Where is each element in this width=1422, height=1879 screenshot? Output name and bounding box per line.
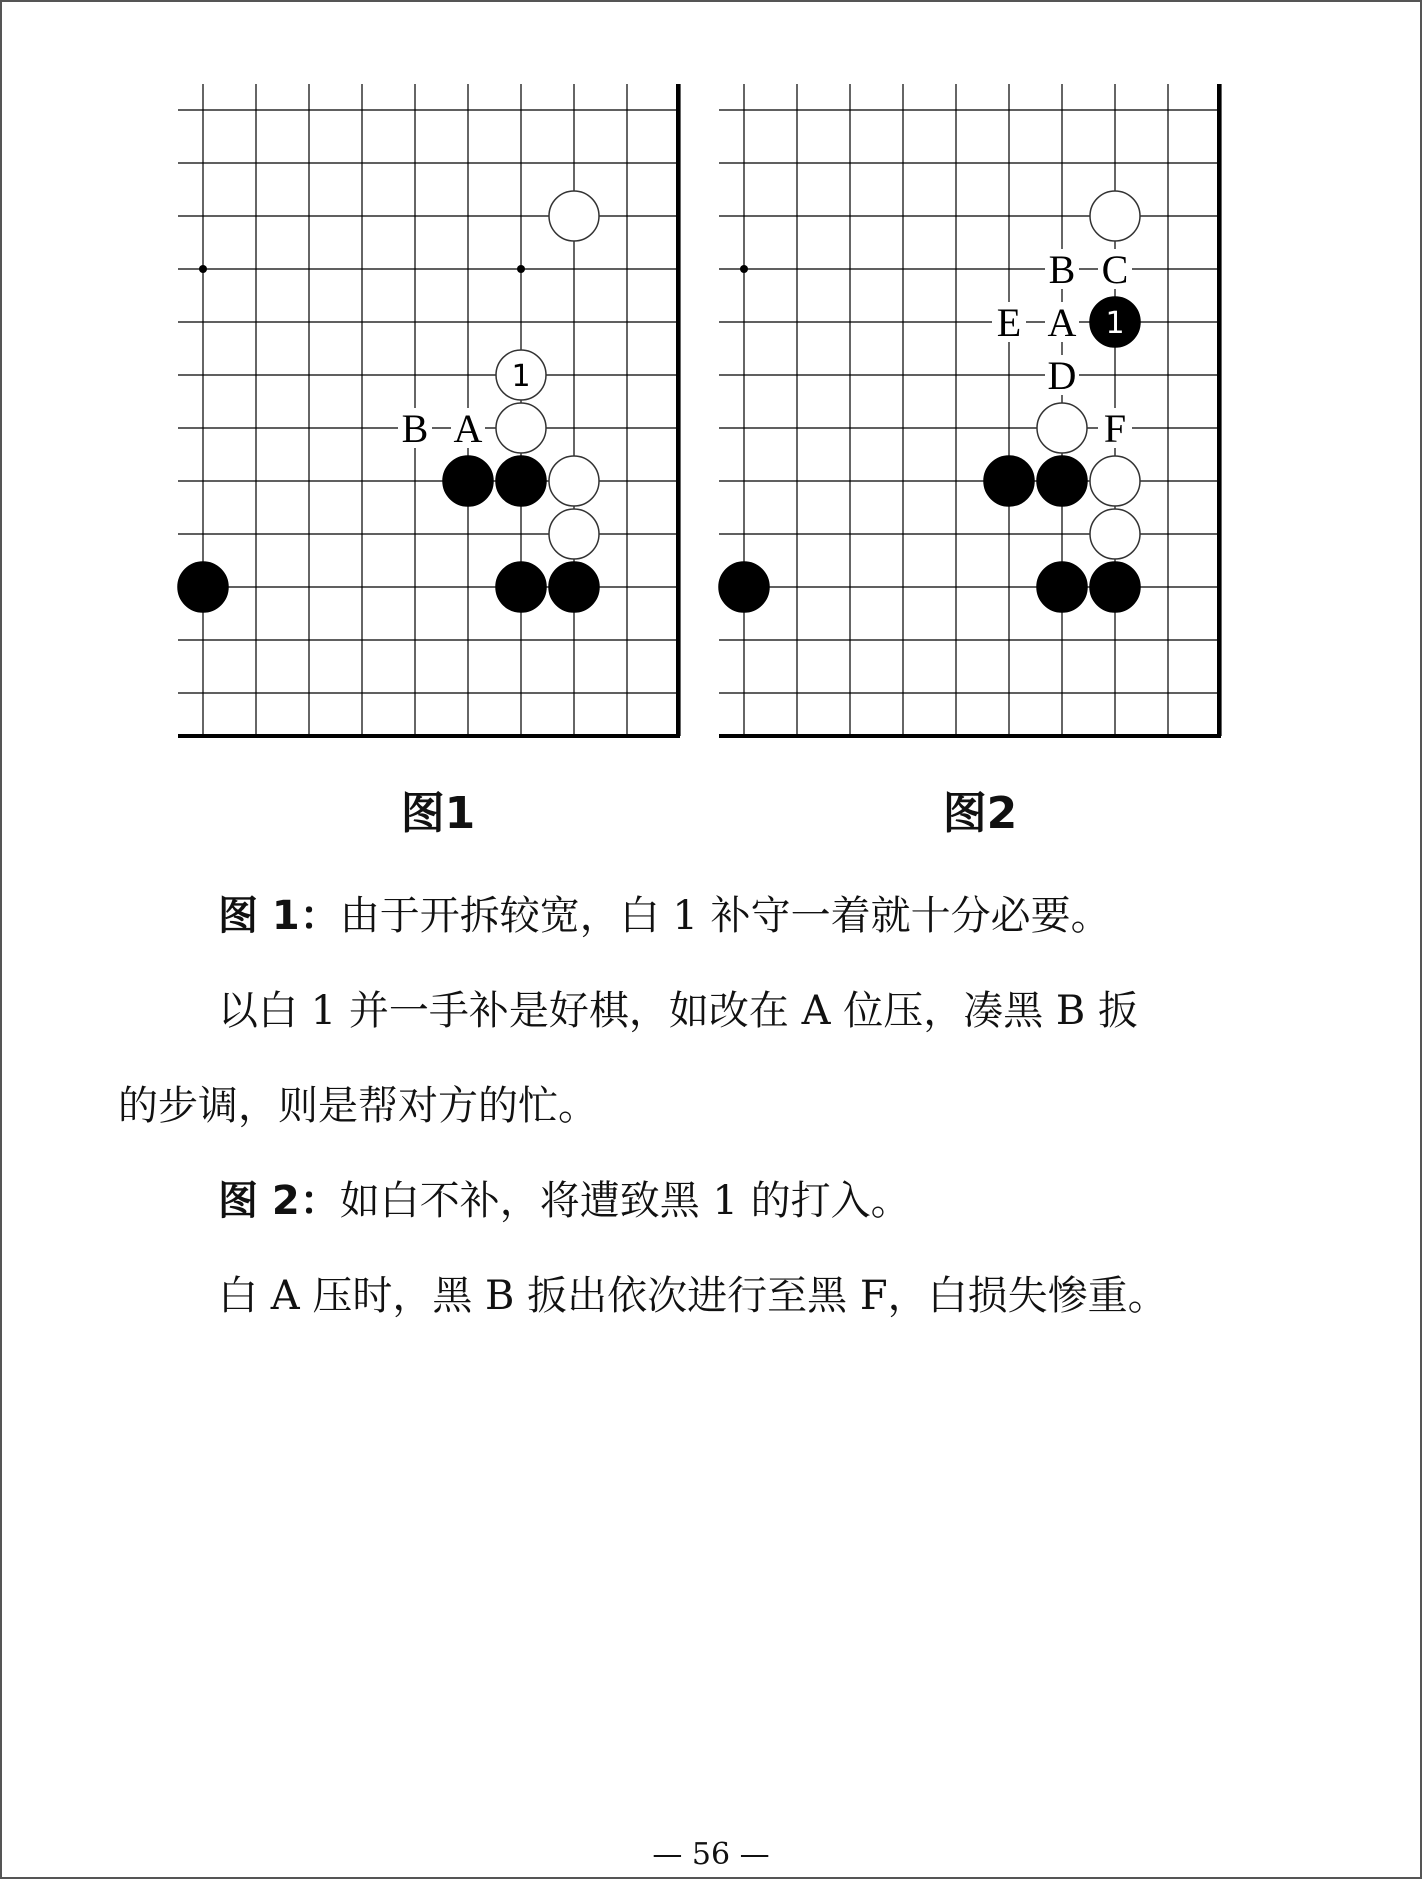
- point-label: D: [1047, 353, 1077, 398]
- white-stone: [549, 509, 599, 559]
- point-label: A: [1047, 300, 1077, 345]
- point-label: F: [1103, 406, 1127, 451]
- go-board-2: [719, 84, 1221, 738]
- black-stone: [1090, 562, 1140, 612]
- white-stone: [1037, 403, 1087, 453]
- black-stone: [443, 456, 493, 506]
- black-stone: [549, 562, 599, 612]
- paragraph-1: [218, 892, 1422, 940]
- point-label: B: [401, 406, 429, 451]
- white-stone: [1090, 509, 1140, 559]
- point-label: B: [1048, 247, 1076, 292]
- white-stone: [1090, 191, 1140, 241]
- paragraph-text: 如白不补，将遭致黑 1 的打入。: [339, 1178, 911, 1224]
- paragraph-lead: 图 1：: [218, 893, 340, 939]
- star-point: [199, 265, 207, 273]
- black-stone: [178, 562, 228, 612]
- go-diagrams: [2, 2, 1420, 762]
- paragraph-lead: 图 2：: [218, 1178, 340, 1224]
- black-stone: [496, 456, 546, 506]
- point-label: E: [996, 300, 1022, 345]
- paragraph-text: 的步调，则是帮对方的忙。: [118, 1083, 598, 1129]
- paragraph-text: 由于开拆较宽，白 1 补守一着就十分必要。: [339, 893, 1111, 939]
- point-label: A: [453, 406, 483, 451]
- white-stone: [1090, 456, 1140, 506]
- point-label: C: [1101, 247, 1129, 292]
- stone-move-number: 1: [511, 359, 531, 394]
- black-stone: [496, 562, 546, 612]
- paragraph-2: [218, 987, 1422, 1035]
- paragraph-3: [118, 1082, 1328, 1130]
- figure-2-caption: 图2: [942, 788, 1018, 839]
- figure-1-caption: 图1: [400, 788, 476, 839]
- black-stone: [1037, 562, 1087, 612]
- white-stone: [549, 456, 599, 506]
- white-stone: [549, 191, 599, 241]
- black-stone: [984, 456, 1034, 506]
- star-point: [740, 265, 748, 273]
- page-number: — 56 —: [652, 1837, 770, 1872]
- paragraph-5: [218, 1272, 1422, 1320]
- white-stone: [496, 403, 546, 453]
- paragraph-4: [218, 1177, 1422, 1225]
- black-stone: [719, 562, 769, 612]
- paragraph-text: 以白 1 并一手补是好棋，如改在 A 位压，凑黑 B 扳: [218, 988, 1139, 1034]
- paragraph-text: 白 A 压时，黑 B 扳出依次进行至黑 F，白损失惨重。: [218, 1273, 1168, 1319]
- go-board-1: [178, 84, 680, 738]
- black-stone: [1037, 456, 1087, 506]
- star-point: [517, 265, 525, 273]
- stone-move-number: 1: [1105, 306, 1125, 341]
